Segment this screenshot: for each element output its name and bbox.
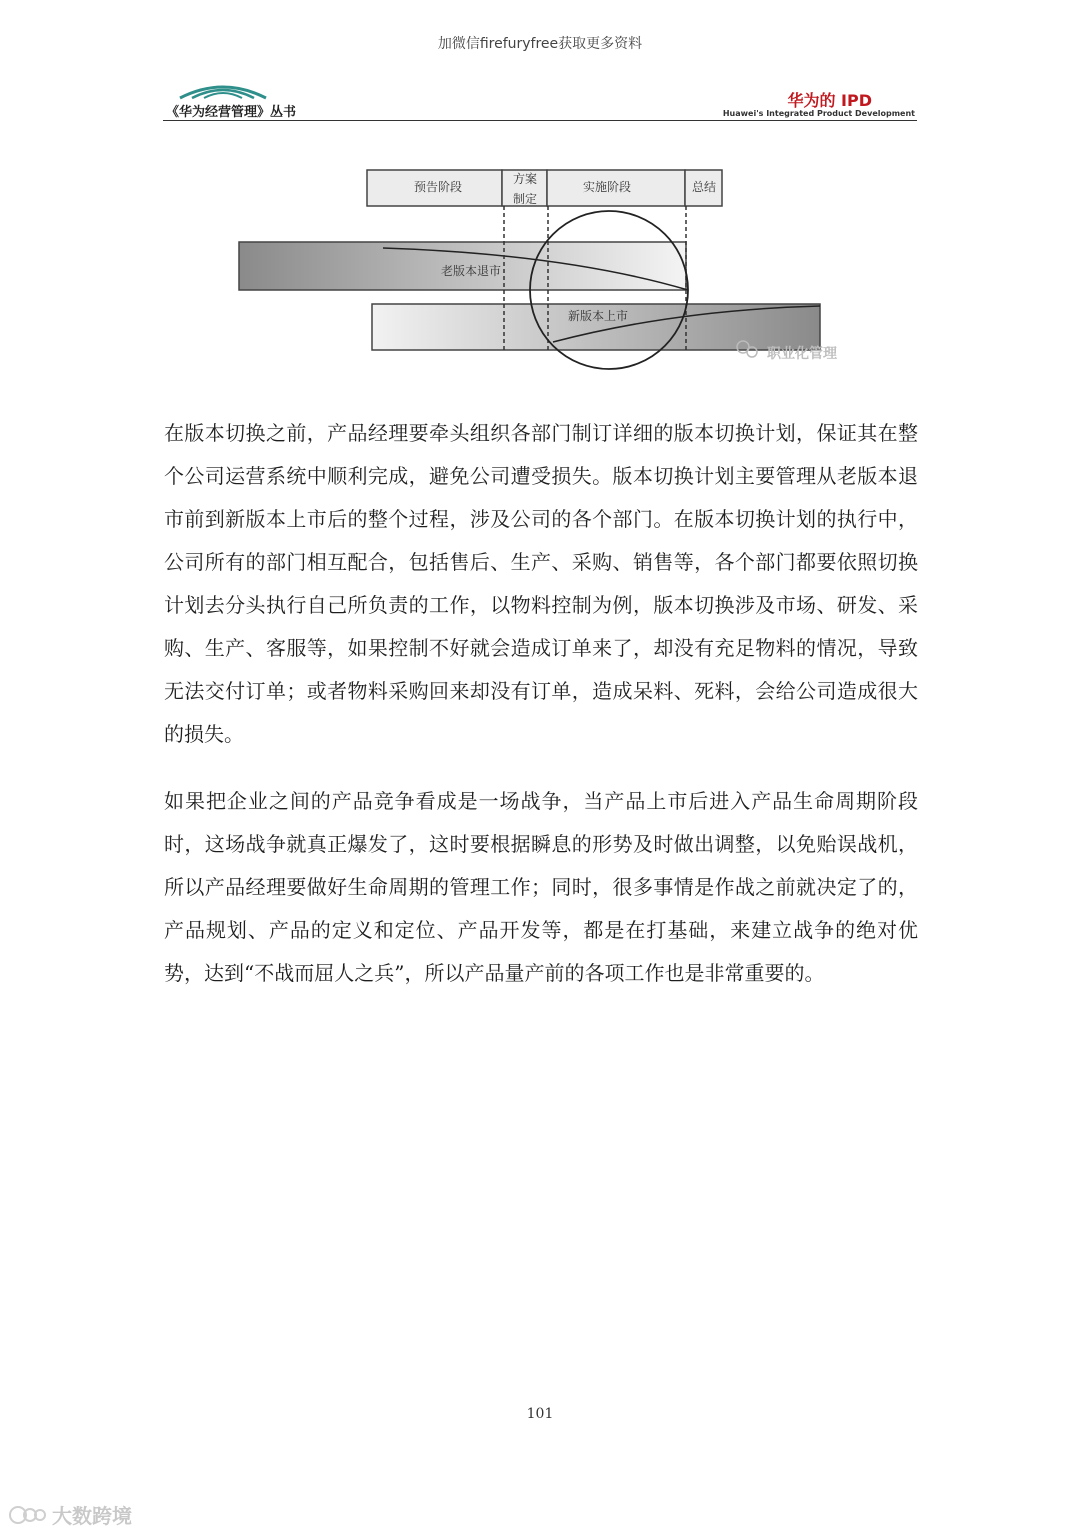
brand-subtitle: Huawei's Integrated Product Development (722, 109, 915, 118)
old-version-label: 老版本退市 (440, 264, 502, 278)
corner-logo-icon (8, 1504, 48, 1526)
series-title: 《华为经营管理》丛书 (166, 105, 297, 120)
version-switch-figure (235, 162, 855, 382)
mountain-logo-icon (178, 78, 268, 100)
corner-watermark: 大数跨境 (8, 1500, 132, 1529)
phase-label-implement: 实施阶段 (582, 180, 632, 194)
phase-label-forecast: 预告阶段 (413, 180, 463, 194)
header-rule (163, 120, 917, 121)
new-version-label: 新版本上市 (567, 309, 629, 323)
brand-title: 华为的 IPD (787, 91, 872, 110)
body-paragraph-2: 如果把企业之间的产品竞争看成是一场战争，当产品上市后进入产品生命周期阶段时，这场战争就真正爆发了，这时要根据瞬息的形势及时做出调整，以免贻误战机，所以产品经理要做好生命周期的管理工作；同时，很多事情是作战之前就决定了的，产品规划、产品的定义和定位、产品开发等，都是在打基础，来建立战争的绝对优势，达到“不战而屈人之兵”，所以产品量产前的各项工作也是非常重要的。 (164, 789, 918, 985)
phase-label-plan-2: 制定 (512, 192, 538, 206)
top-note: 加微信firefuryfree获取更多资料 (437, 36, 643, 52)
svg-text:职业化管理: 职业化管理 (767, 346, 837, 362)
page-number: 101 (526, 1406, 554, 1422)
phase-label-summary: 总结 (691, 180, 717, 194)
body-paragraph-1: 在版本切换之前，产品经理要牵头组织各部门制订详细的版本切换计划，保证其在整个公司运营系统中顺利完成，避免公司遭受损失。版本切换计划主要管理从老版本退市前到新版本上市后的整个过程，涉及公司的各个部门。在版本切换计划的执行中，公司所有的部门相互配合，包括售后、生产、采购、销售等，各个部门都要依照切换计划去分头执行自己所负责的工作，以物料控制为例，版本切换涉及市场、研发、采购、生产、客服等，如果控制不好就会造成订单来了，却没有充足物料的情况，导致无法交付订单；或者物料采购回来却没有订单，造成呆料、死料，会给公司造成很大的损失。 (164, 421, 918, 746)
phase-label-plan-1: 方案 (512, 172, 538, 186)
